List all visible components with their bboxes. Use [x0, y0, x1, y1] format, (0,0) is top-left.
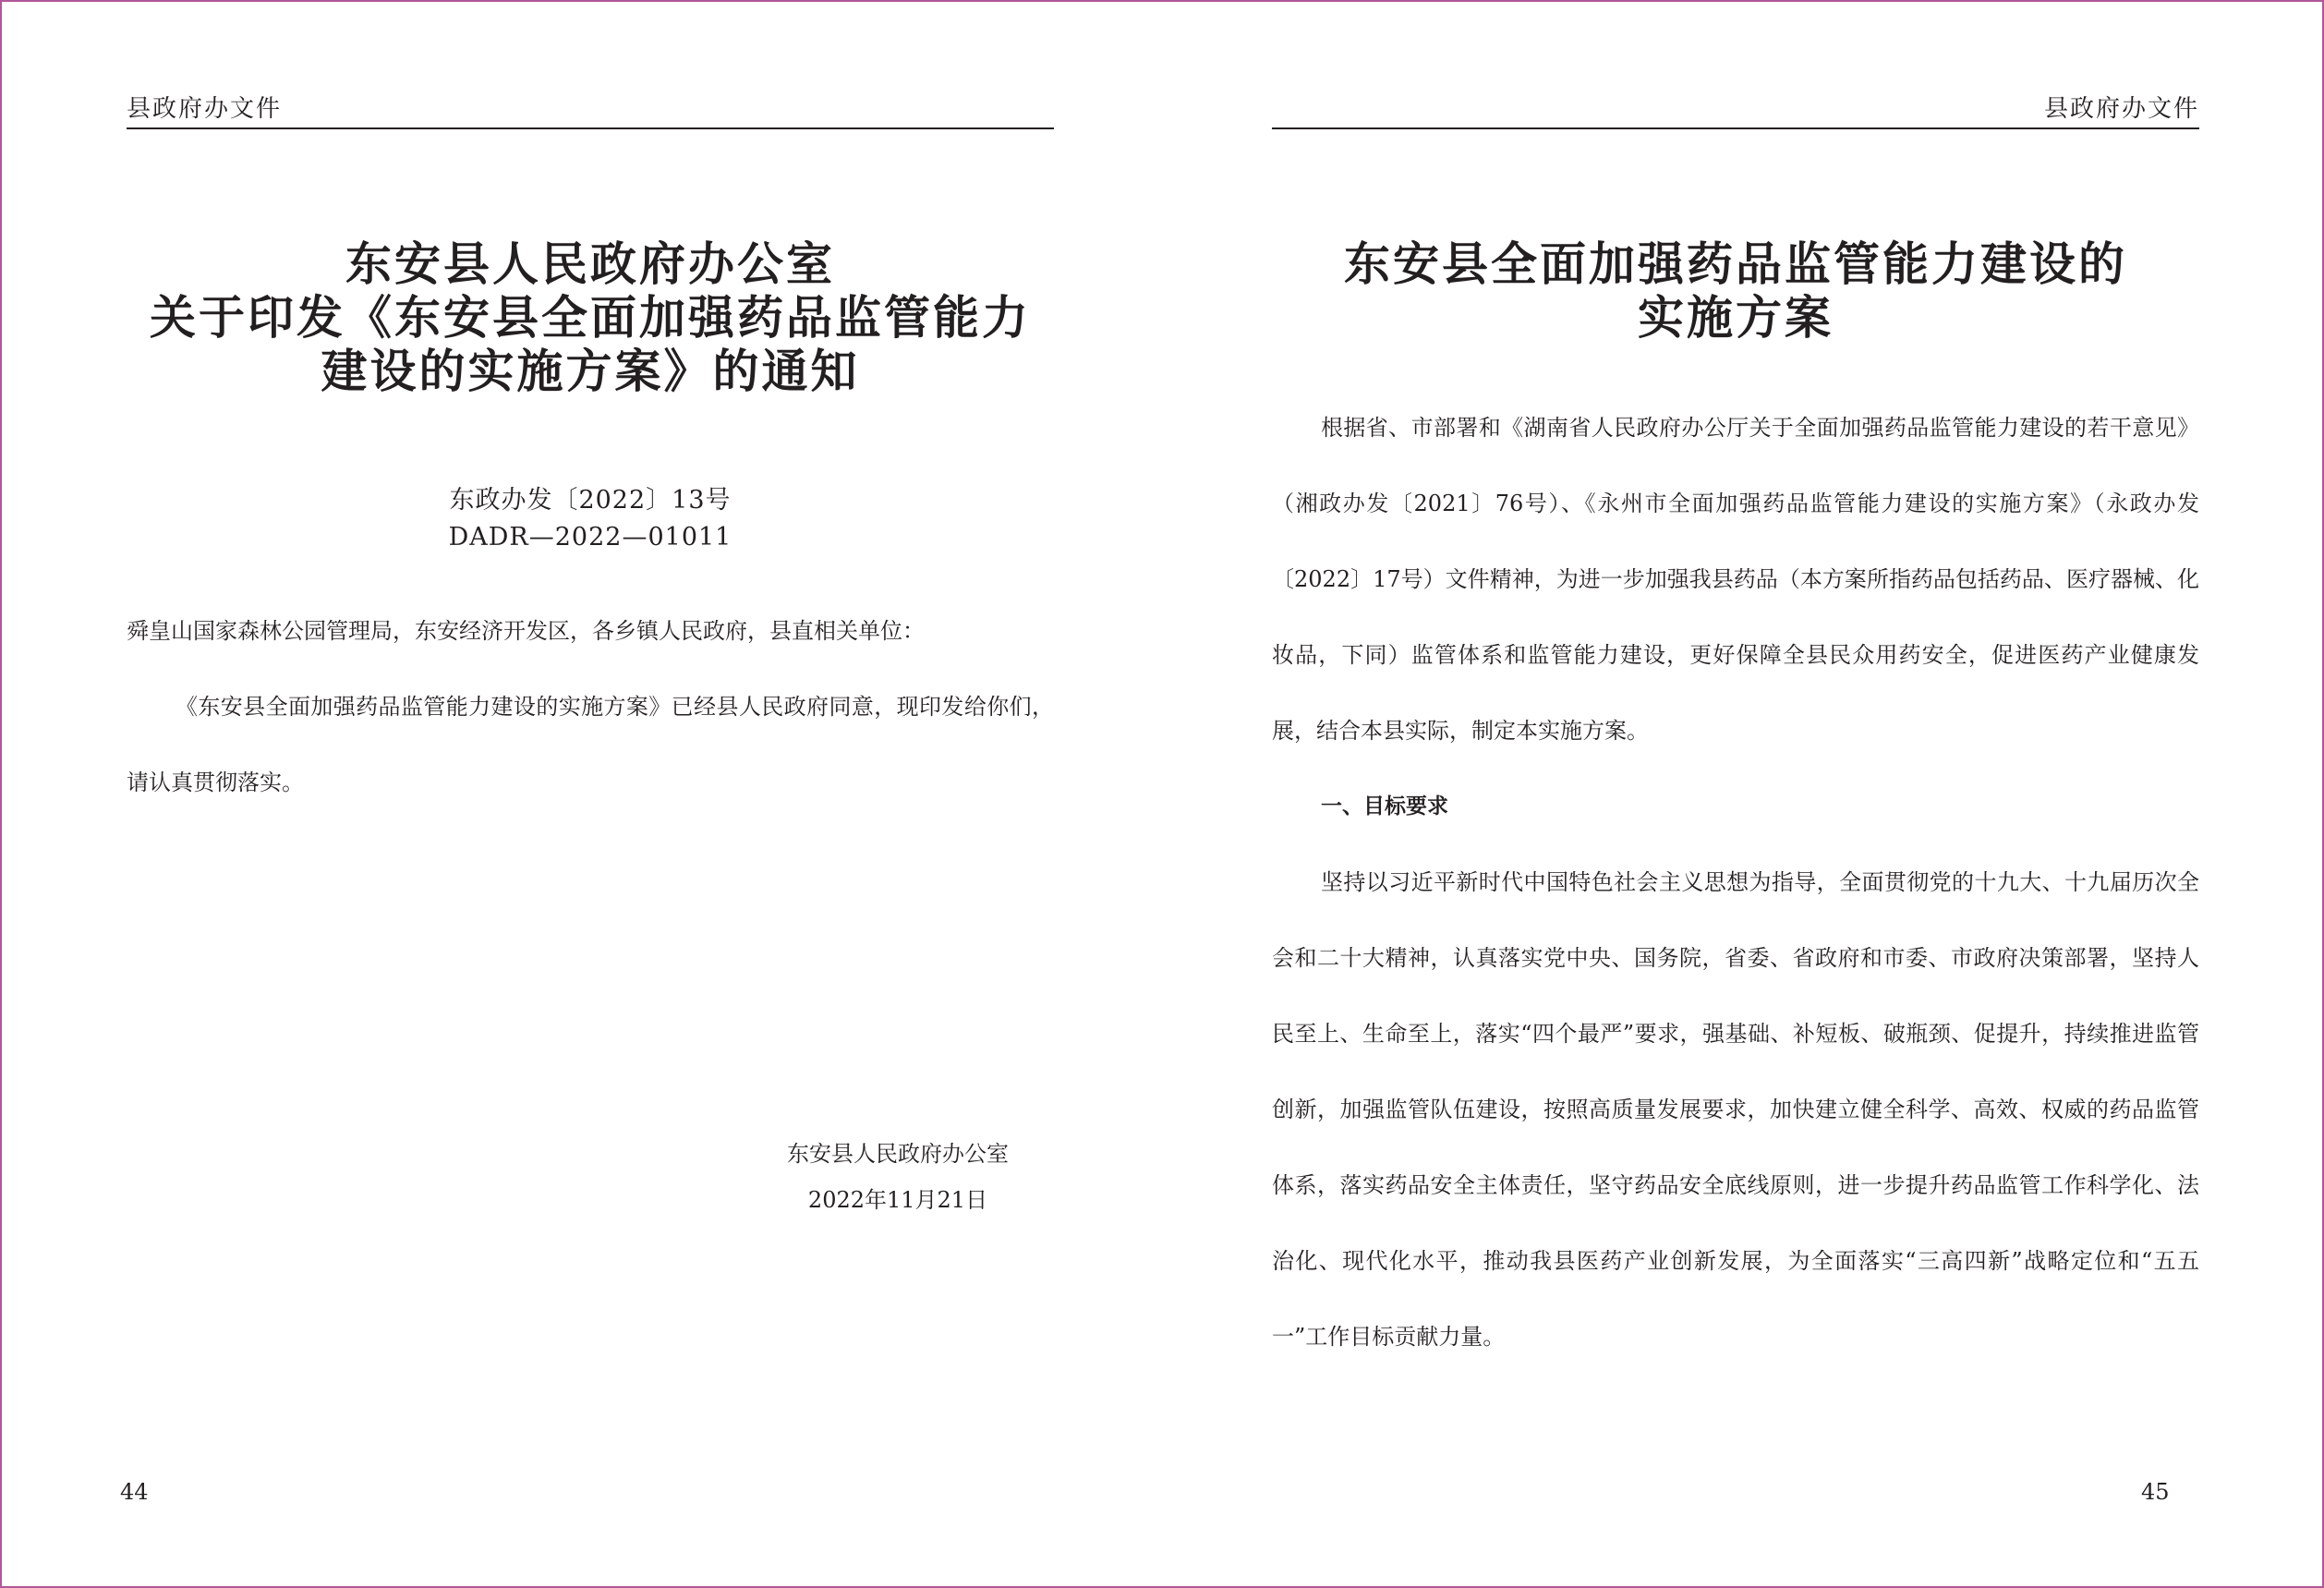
running-head: 县政府办文件	[127, 91, 1054, 129]
page-number: 44	[120, 1479, 149, 1505]
left-page	[2, 2, 1164, 1586]
signature-date: 2022年11月21日	[807, 1187, 988, 1213]
running-head: 县政府办文件	[1272, 91, 2199, 129]
title-line: 建设的实施方案》的通知	[321, 344, 860, 398]
title-line: 东安县人民政府办公室	[345, 236, 835, 291]
title-line: 实施方案	[1638, 290, 1834, 345]
signature-block	[741, 1131, 1055, 1223]
page-number: 45	[2141, 1479, 2170, 1505]
title-line: 东安县全面加强药品监管能力建设的	[1344, 236, 2127, 291]
addressee: 舜皇山国家森林公园管理局，东安经济开发区，各乡镇人民政府，县直相关单位：	[127, 618, 925, 644]
notice-body	[127, 593, 1054, 820]
right-page	[1164, 2, 2324, 1586]
section-heading: 一、目标要求	[1321, 794, 1448, 818]
notice-paragraph: 《东安县全面加强药品监管能力建设的实施方案》已经县人民政府同意，现印发给你们，请认真贯彻落实。	[127, 694, 1054, 795]
notice-title	[127, 237, 1054, 398]
title-line: 关于印发《东安县全面加强药品监管能力	[150, 290, 1031, 345]
document-number-block	[127, 482, 1054, 556]
plan-title	[1272, 237, 2199, 345]
document-number: 东政办发〔2022〕13号	[449, 486, 732, 515]
signature-organization: 东安县人民政府办公室	[787, 1141, 1009, 1167]
plan-body	[1272, 390, 2199, 1375]
registration-code: DADR—2022—01011	[448, 523, 732, 552]
intro-paragraph: 根据省、市部署和《湖南省人民政府办公厅关于全面加强药品监管能力建设的若干意见》（湘政办发〔2021〕76号）、《永州市全面加强药品监管能力建设的实施方案》（永政办发〔2022〕17号）文件精神，为进一步加强我县药品（本方案所指药品包括药品、医疗器械、化妆品，下同）监管体系和监管能力建设，更好保障全县民众用药安全，促进医药产业健康发展，结合本县实际，制定本实施方案。	[1272, 415, 2199, 744]
section-paragraph: 坚持以习近平新时代中国特色社会主义思想为指导，全面贯彻党的十九大、十九届历次全会和二十大精神，认真落实党中央、国务院，省委、省政府和市委、市政府决策部署，坚持人民至上、生命至上，落实“四个最严”要求，强基础、补短板、破瓶颈、促提升，持续推进监管创新，加强监管队伍建设，按照高质量发展要求，加快建立健全科学、高效、权威的药品监管体系，落实药品安全主体责任，坚守药品安全底线原则，进一步提升药品监管工作科学化、法治化、现代化水平，推动我县医药产业创新发展，为全面落实“三高四新”战略定位和“五五一”工作目标贡献力量。	[1272, 869, 2199, 1350]
